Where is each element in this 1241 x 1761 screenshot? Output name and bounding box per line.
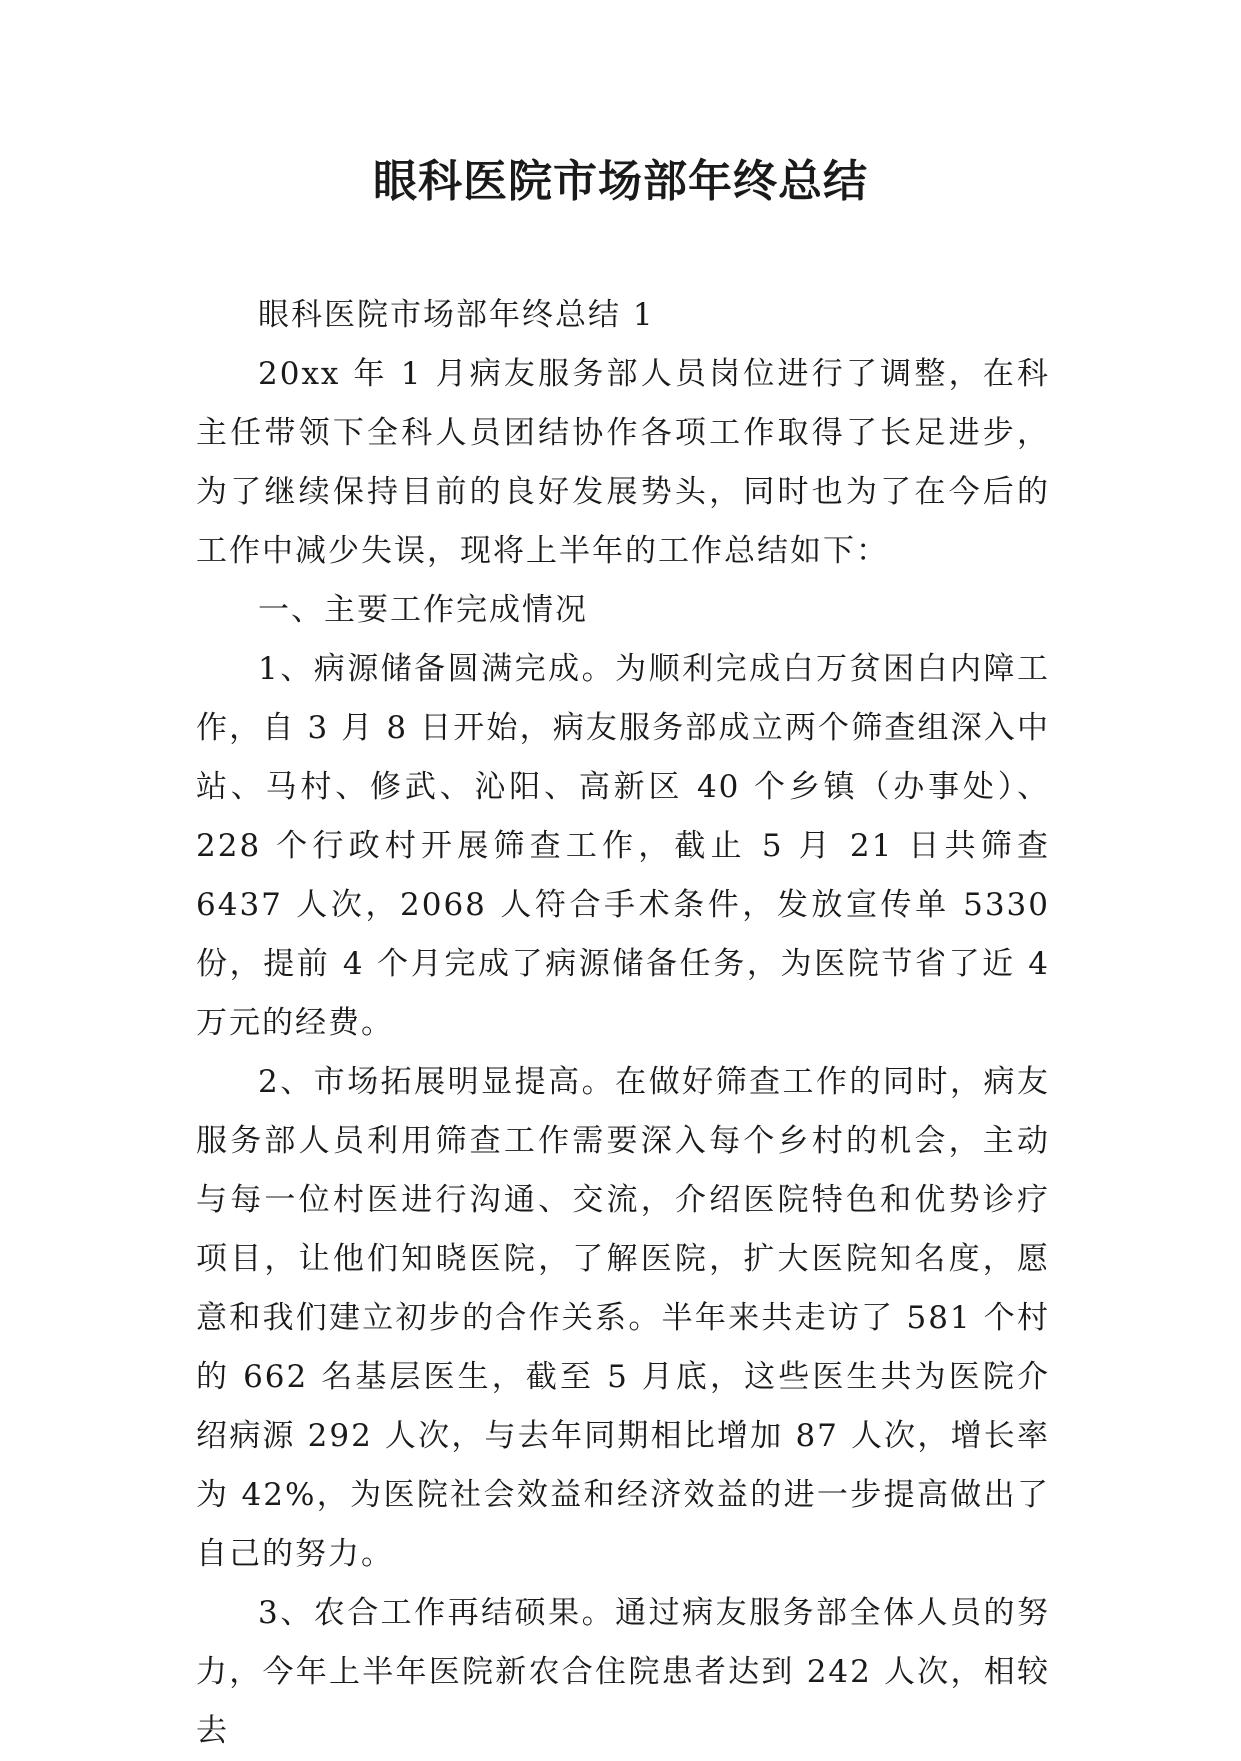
paragraph-1: 1、病源储备圆满完成。为顺利完成白万贫困白内障工作，自 3 月 8 日开始，病友服务部成立两个筛查组深入中站、马村、修武、沁阳、高新区 40 个乡镇（办事处）、228 个行政村开展筛查工作，截止 5 月 21 日共筛查 6437 人次，2068 人符合手术条件，发放宣传单 5330 份，提前 4 个月完成了病源储备任务，为医院节省了近 4 万元的经费。 bbox=[196, 651, 1050, 1041]
intro-paragraph: 20xx 年 1 月病友服务部人员岗位进行了调整，在科主任带领下全科人员团结协作各项工作取得了长足进步，为了继续保持目前的良好发展势头，同时也为了在今后的工作中减少失误，现将上半年的工作总结如下： bbox=[196, 356, 1050, 569]
paragraph-3: 3、农合工作再结硕果。通过病友服务部全体人员的努力，今年上半年医院新农合住院患者达到 242 人次，相较去 bbox=[196, 1595, 1050, 1749]
section-heading: 一、主要工作完成情况 bbox=[258, 592, 588, 628]
paragraph-2: 2、市场拓展明显提高。在做好筛查工作的同时，病友服务部人员利用筛查工作需要深入每个乡村的机会，主动与每一位村医进行沟通、交流，介绍医院特色和优势诊疗项目，让他们知晓医院，了解医院，扩大医院知名度，愿意和我们建立初步的合作关系。半年来共走访了 581 个村的 662 名基层医生，截至 5 月底，这些医生共为医院介绍病源 292 人次，与去年同期相比增加 87 人次，增长率为 42%，为医院社会效益和经济效益的进一步提高做出了自己的努力。 bbox=[196, 1064, 1050, 1572]
document-title: 眼科医院市场部年终总结 bbox=[373, 156, 868, 207]
document-subtitle: 眼科医院市场部年终总结 1 bbox=[258, 297, 655, 333]
document-body bbox=[196, 286, 1050, 1761]
